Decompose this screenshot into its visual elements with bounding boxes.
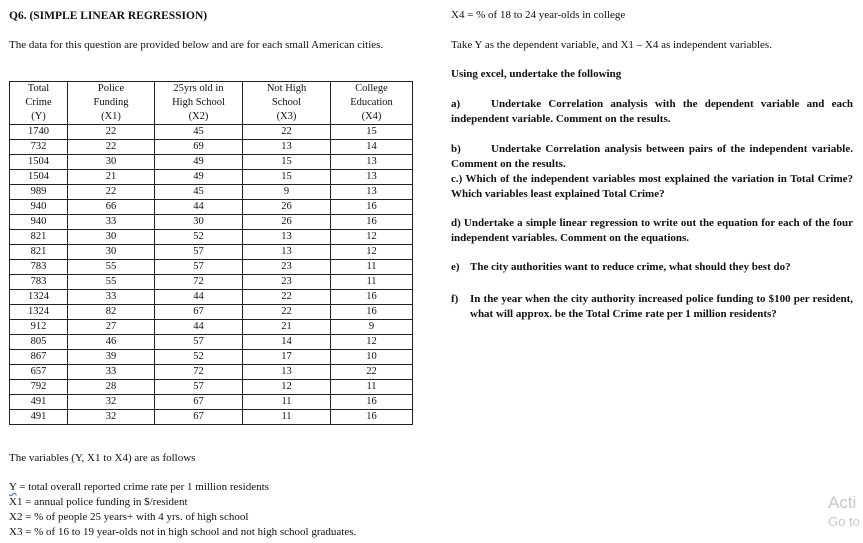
table-row (10, 125, 413, 140)
table-cell: 45 (155, 125, 243, 140)
table-cell: 17 (243, 350, 331, 365)
table-cell: 491 (10, 395, 68, 410)
variable-x1: X1 = annual police funding in $/resident (9, 496, 188, 508)
table-row (10, 305, 413, 320)
table-row (10, 230, 413, 245)
table-cell: 57 (155, 260, 243, 275)
table-cell: 46 (68, 335, 155, 350)
variable-y-symbol: Y (9, 481, 17, 493)
table-cell: 69 (155, 140, 243, 155)
table-header-line: (X1) (101, 111, 121, 122)
question-f (451, 292, 853, 322)
table-header-line: Education (350, 97, 393, 108)
table-cell: 72 (155, 365, 243, 380)
table-header-line: (X3) (276, 111, 297, 122)
table-cell: 27 (68, 320, 155, 335)
question-e-text: The city authorities want to reduce crime, what should they best do? (470, 261, 791, 273)
table-cell: 32 (68, 395, 155, 410)
question-b-label: b) (451, 143, 461, 155)
table-cell: 912 (10, 320, 68, 335)
table-header-cell (331, 82, 413, 125)
table-cell: 67 (155, 305, 243, 320)
table-cell: 792 (10, 380, 68, 395)
variable-y-text: = total overall reported crime rate per 1 million residents (16, 481, 269, 493)
table-row (10, 140, 413, 155)
table-cell: 67 (155, 395, 243, 410)
table-header-line: Funding (93, 97, 129, 108)
dependent-variable-note: Take Y as the dependent variable, and X1 – X4 as independent variables. (451, 39, 772, 51)
table-cell: 16 (331, 215, 413, 230)
table-cell: 32 (68, 410, 155, 425)
table-header-line: Crime (25, 97, 52, 108)
table-cell: 13 (243, 245, 331, 260)
table-header-line: 25yrs old in (173, 83, 224, 94)
variable-y (9, 480, 419, 495)
table-cell: 22 (243, 125, 331, 140)
table-row (10, 350, 413, 365)
table-cell: 21 (243, 320, 331, 335)
table-cell: 44 (155, 320, 243, 335)
question-a-label: a) (451, 98, 461, 110)
table-body (10, 125, 413, 425)
left-column (9, 8, 415, 538)
table-cell: 940 (10, 200, 68, 215)
table-cell: 16 (331, 305, 413, 320)
question-b (451, 142, 853, 172)
table-cell: 1324 (10, 290, 68, 305)
table-cell: 16 (331, 395, 413, 410)
table-cell: 45 (155, 185, 243, 200)
table-row (10, 260, 413, 275)
data-table (9, 81, 413, 425)
table-header-line: (Y) (31, 111, 46, 122)
table-header-line: (X4) (361, 111, 382, 122)
table-cell: 491 (10, 410, 68, 425)
table-cell: 11 (331, 275, 413, 290)
table-row (10, 335, 413, 350)
table-row (10, 365, 413, 380)
table-cell: 783 (10, 260, 68, 275)
table-cell: 30 (155, 215, 243, 230)
question-d: d) Undertake a simple linear regression to write out the equation for each of the four independent variables. Comment on the equations. (451, 217, 853, 244)
table-cell: 11 (331, 380, 413, 395)
table-cell: 22 (243, 290, 331, 305)
table-cell: 26 (243, 215, 331, 230)
table-cell: 821 (10, 245, 68, 260)
table-cell: 12 (243, 380, 331, 395)
table-cell: 13 (243, 140, 331, 155)
table-cell: 13 (243, 365, 331, 380)
table-row (10, 245, 413, 260)
question-title: Q6. (SIMPLE LINEAR REGRESSION) (9, 10, 208, 22)
table-row (10, 395, 413, 410)
table-header-cell (10, 82, 68, 125)
table-cell: 10 (331, 350, 413, 365)
table-cell: 16 (331, 410, 413, 425)
question-a (451, 97, 853, 127)
table-row (10, 200, 413, 215)
table-cell: 22 (331, 365, 413, 380)
table-row (10, 290, 413, 305)
table-cell: 15 (331, 125, 413, 140)
variables-section (9, 451, 419, 540)
table-header-cell (68, 82, 155, 125)
table-cell: 13 (243, 230, 331, 245)
table-cell: 16 (331, 200, 413, 215)
table-cell: 22 (68, 140, 155, 155)
table-cell: 57 (155, 380, 243, 395)
question-e-label: e) (451, 261, 460, 273)
variables-heading: The variables (Y, X1 to X4) are as follows (9, 452, 196, 464)
table-cell: 15 (243, 155, 331, 170)
table-row (10, 320, 413, 335)
table-cell: 66 (68, 200, 155, 215)
question-f-text: In the year when the city authority increased police funding to $100 per resident, what will approx. be the Total Crime rate per 1 million residents? (470, 293, 853, 320)
table-cell: 49 (155, 170, 243, 185)
table-header-line: School (271, 97, 302, 108)
table-cell: 9 (331, 320, 413, 335)
table-cell: 732 (10, 140, 68, 155)
table-cell: 22 (68, 185, 155, 200)
question-a-text: Undertake Correlation analysis with the dependent variable and each independent variable. Comment on the results. (451, 98, 853, 125)
table-header-line: College (355, 83, 388, 94)
table-cell: 23 (243, 275, 331, 290)
watermark-line-1: Acti (828, 493, 857, 512)
table-cell: 30 (68, 155, 155, 170)
table-cell: 13 (331, 155, 413, 170)
table-cell: 14 (331, 140, 413, 155)
variable-x2: X2 = % of people 25 years+ with 4 yrs. of high school (9, 511, 249, 523)
table-cell: 55 (68, 260, 155, 275)
watermark-line-2: Go to (828, 514, 860, 529)
table-cell: 82 (68, 305, 155, 320)
table-cell: 23 (243, 260, 331, 275)
table-cell: 44 (155, 290, 243, 305)
table-cell: 52 (155, 230, 243, 245)
question-f-label: f) (451, 293, 459, 305)
question-e (451, 260, 853, 275)
table-header-row (10, 82, 413, 125)
table-header-line: Total (27, 83, 50, 94)
table-cell: 1740 (10, 125, 68, 140)
table-header-line: Police (97, 83, 125, 94)
table-cell: 1324 (10, 305, 68, 320)
table-header-line: Not High (266, 83, 307, 94)
table-cell: 22 (243, 305, 331, 320)
table-cell: 26 (243, 200, 331, 215)
table-row (10, 410, 413, 425)
table-cell: 57 (155, 335, 243, 350)
table-cell: 49 (155, 155, 243, 170)
table-cell: 33 (68, 365, 155, 380)
table-cell: 44 (155, 200, 243, 215)
table-cell: 13 (331, 170, 413, 185)
table-cell: 12 (331, 335, 413, 350)
table-cell: 39 (68, 350, 155, 365)
table-cell: 14 (243, 335, 331, 350)
table-row (10, 155, 413, 170)
table-header-cell (155, 82, 243, 125)
table-cell: 16 (331, 290, 413, 305)
table-cell: 12 (331, 230, 413, 245)
table-cell: 33 (68, 290, 155, 305)
intro-text: The data for this question are provided below and are for each small American cities. (9, 39, 384, 51)
question-b-text: Undertake Correlation analysis between pairs of the independent variable. Comment on the results. (451, 143, 853, 170)
table-cell: 11 (331, 260, 413, 275)
table-cell: 657 (10, 365, 68, 380)
table-cell: 55 (68, 275, 155, 290)
table-cell: 72 (155, 275, 243, 290)
activation-watermark (828, 492, 863, 530)
table-cell: 30 (68, 245, 155, 260)
table-header-cell (243, 82, 331, 125)
instructions-heading: Using excel, undertake the following (451, 68, 622, 80)
table-header-line: High School (172, 97, 225, 108)
table-row (10, 215, 413, 230)
table-cell: 67 (155, 410, 243, 425)
variable-x4: X4 = % of 18 to 24 year-olds in college (451, 9, 626, 21)
table-cell: 12 (331, 245, 413, 260)
table-cell: 21 (68, 170, 155, 185)
table-cell: 28 (68, 380, 155, 395)
question-c: c.) Which of the independent variables most explained the variation in Total Crime? Which variables least explained Total Crime? (451, 173, 853, 200)
table-cell: 783 (10, 275, 68, 290)
table-cell: 52 (155, 350, 243, 365)
table-cell: 33 (68, 215, 155, 230)
table-cell: 30 (68, 230, 155, 245)
table-cell: 940 (10, 215, 68, 230)
table-cell: 57 (155, 245, 243, 260)
table-cell: 1504 (10, 155, 68, 170)
table-cell: 9 (243, 185, 331, 200)
table-cell: 13 (331, 185, 413, 200)
table-cell: 989 (10, 185, 68, 200)
table-cell: 11 (243, 395, 331, 410)
table-row (10, 275, 413, 290)
table-cell: 805 (10, 335, 68, 350)
table-row (10, 170, 413, 185)
table-row (10, 185, 413, 200)
table-cell: 11 (243, 410, 331, 425)
variable-x3: X3 = % of 16 to 19 year-olds not in high school and not high school graduates. (9, 526, 357, 538)
table-cell: 821 (10, 230, 68, 245)
table-cell: 867 (10, 350, 68, 365)
table-row (10, 380, 413, 395)
table-cell: 1504 (10, 170, 68, 185)
table-cell: 15 (243, 170, 331, 185)
table-header-line: (X2) (188, 111, 209, 122)
table-cell: 22 (68, 125, 155, 140)
